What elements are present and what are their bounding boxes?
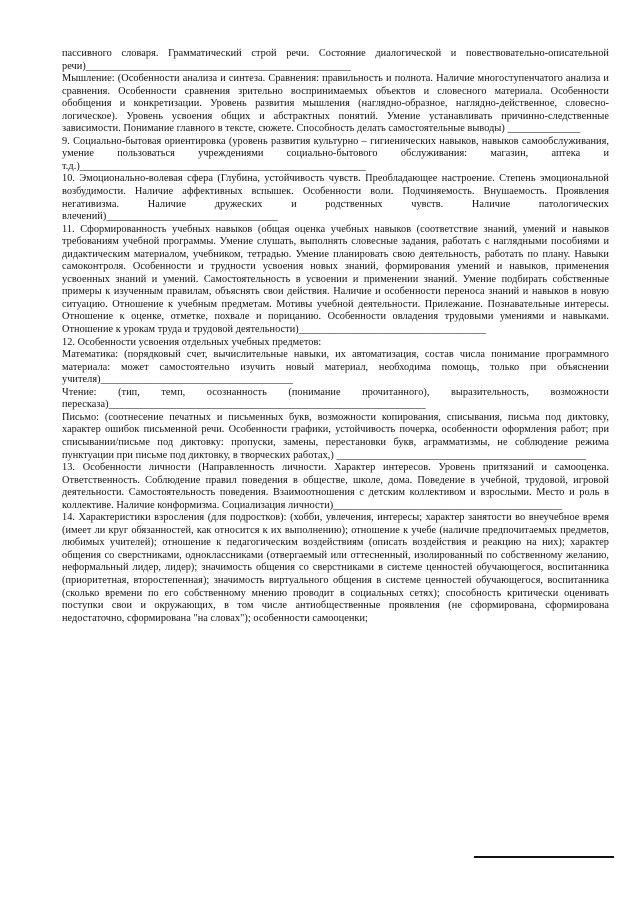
paragraph-math: Математика: (порядковый счет, вычислительные навыки, их автоматизация, состав числа понимание программного материала: может самостоятельно изучить новый материал, необходима помощь, только при объяснении учителя)_____________________________________ (62, 349, 609, 386)
paragraph-9-social-orientation: 9. Социально-бытовая ориентировка (уровень развития культурно – гигиенических навыков, навыков самообслуживания, умение пользоваться учреждениями социально-бытового обслуживания: магазин, аптека и т.д.)_______________________________________________________ (62, 135, 609, 172)
paragraph-13-personality: 13. Особенности личности (Направленность личности. Характер интересов. Уровень притязаний и самооценка. Ответственность. Соблюдение правил поведения в обществе, школе, дома. Поведение в учебной, трудовой, игровой деятельности. Самостоятельность поведения. Взаимоотношения с детским коллективом и взрослыми. Место и роль в коллективе. Наличие конформизма. Социализация личности)____________________________________________ (62, 462, 609, 511)
paragraph-10-emotional-sphere: 10. Эмоционально-волевая сфера (Глубина, устойчивость чувств. Преобладающее настроение. Степень эмоциональной возбудимости. Наличие аффективных вспышек. Особенности воли. Подчиняемость. Внушаемость. Проявления негативизма. Наличие дружеских и родственных чувств. Наличие патологических влечений)_________________________________ (62, 173, 609, 223)
document-body (62, 48, 609, 625)
footer-rule (474, 856, 614, 858)
paragraph-14-maturing: 14. Характеристики взросления (для подростков): (хобби, увлечения, интересы; характер занятости во внеучебное время (имеет ли круг обязанностей, как относится к их выполнению); отношение к учебе (наличие предпочитаемых предметов, любимых учителей); отношение к педагогическим воздействиям (описать воздействия и реакцию на них); характер общения со сверстниками, одноклассниками (отвергаемый или оттесненный, изолированный по собственному желанию, неформальный лидер, лидер); значимость общения со сверстниками в системе ценностей обучающегося, воспитанника (приоритетная, второстепенная); значимость виртуального общения в системе ценностей обучающегося, воспитанника (сколько времени по его собственному мнению проводит в социальных сетях); способность критически оценивать поступки свои и окружающих, в том числе антиобщественные проявления (не сформирована, сформирована недостаточно, сформирована "на словах"); особенности самооценки; (62, 512, 609, 624)
paragraph-writing: Письмо: (соотнесение печатных и письменных букв, возможности копирования, списывания, письма под диктовку, характер ошибок письменной речи. Особенности графики, устойчивость почерка, особенности оформления работ; при списывании/письме под диктовку: пропуски, замены, перестановки букв, аграмматизмы, не соблюдение режима пунктуации при письме под диктовку, в творческих работах,) ________________________________________________ (62, 411, 609, 461)
paragraph-11-learning-skills: 11. Сформированность учебных навыков (общая оценка учебных навыков (соответствие знаний, умений и навыков требованиям учебной программы. Умение слушать, выполнять словесные задания, работать с наглядными пособиями и дидактическим материалом, учебником, тетрадью. Умение планировать свою деятельность, работать по плану. Навыки самоконтроля. Особенности и трудности усвоения новых знаний, формирования умений и навыков, применения усвоенных знаний и умений. Самостоятельность в усвоении и применении знаний. Умение подбирать собственные примеры к изученным правилам, объяснять свои действия. Наличие и особенности переноса знаний и навыков в новую ситуацию. Отношение к учебным предметам. Мотивы учебной деятельности. Прилежание. Познавательные интересы. Отношение к оценке, отметке, похвале и порицанию. Особенности овладения трудовыми умениями и навыками. Отношение к урокам труда и трудовой деятельности)____________________________________ (62, 223, 609, 336)
paragraph-reading: Чтение: (тип, темп, осознанность (понимание прочитанного), выразительность, возможности пересказа)_____________________________________________________________ (62, 386, 609, 411)
paragraph-12-subjects-heading: 12. Особенности усвоения отдельных учебных предметов: (62, 336, 322, 348)
paragraph-speech-continuation: пассивного словаря. Грамматический строй речи. Состояние диалогической и повествовательно-описательной речи)___________________________________________________ (62, 48, 609, 72)
paragraph-thinking: Мышление: (Особенности анализа и синтеза. Сравнения: правильность и полнота. Наличие многоступенчатого анализа и сравнения. Особенности сравнения зрительно воспринимаемых объектов и словесного материала. Особенности обобщения и конкретизации. Уровень развития мышления (наглядно-образное, наглядно-действенное, словесно-логическое). Уровень усвоения общих и абстрактных понятий. Умение устанавливать причинно-следственные зависимости. Понимание главного в тексте, сюжете. Способность делать самостоятельные выводы) ______________ (62, 73, 609, 135)
